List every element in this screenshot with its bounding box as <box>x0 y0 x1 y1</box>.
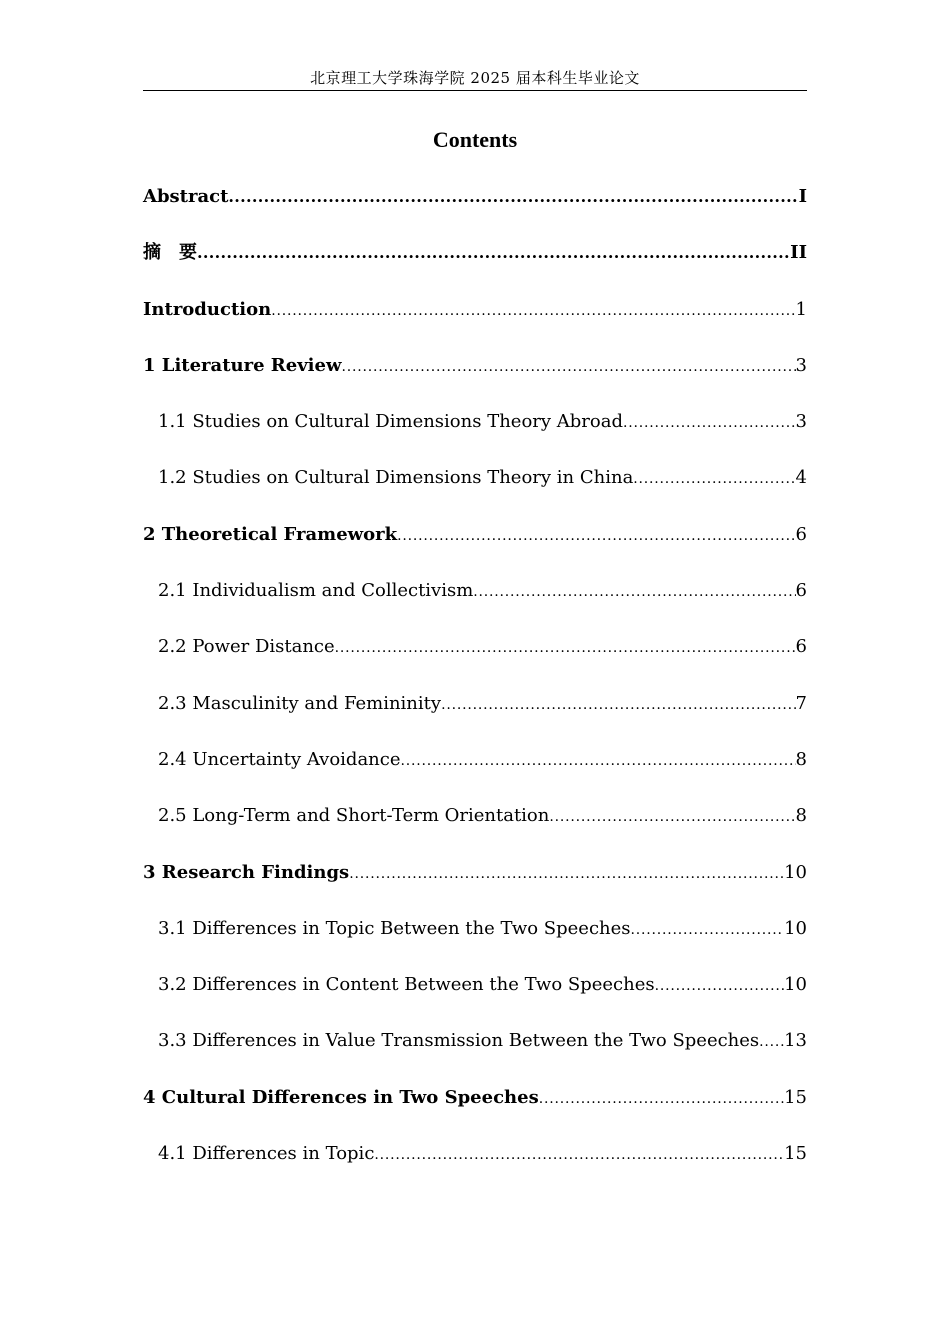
toc-entry-page: 6 <box>795 523 807 545</box>
toc-dot-leader <box>631 913 785 947</box>
page-title: Contents <box>432 127 518 152</box>
toc-entry-page: 6 <box>795 580 807 602</box>
toc-entry-page: 13 <box>784 1030 807 1052</box>
toc-entry-label: 3.1 Differences in Topic Between the Two Speeches <box>158 917 631 939</box>
toc-entry-label: 3.3 Differences in Value Transmission Between the Two Speeches <box>158 1030 760 1052</box>
toc-entry-label: 1.1 Studies on Cultural Dimensions Theory Abroad <box>158 411 623 433</box>
toc-dot-leader <box>401 744 796 778</box>
toc-entry-introduction[interactable] <box>143 293 807 349</box>
toc-entry-label: 2 Theoretical Framework <box>143 523 398 545</box>
header-rule <box>143 90 807 91</box>
toc-dot-leader <box>271 294 795 328</box>
toc-entry-label: 摘 要 <box>143 242 197 264</box>
toc-entry-research-findings[interactable] <box>143 856 807 912</box>
toc-entry-label: 3 Research Findings <box>143 861 350 883</box>
toc-entry-page: 10 <box>784 974 807 996</box>
toc-dot-leader <box>335 631 796 665</box>
toc-entry-label: 1.2 Studies on Cultural Dimensions Theory in China <box>158 467 634 489</box>
toc-entry-label: 2.2 Power Distance <box>158 636 335 658</box>
toc-entry-page: 3 <box>795 354 807 376</box>
toc-dot-leader <box>549 800 795 834</box>
toc-entry-page: 7 <box>795 692 807 714</box>
toc-entry-page: 6 <box>795 636 807 658</box>
toc-entry-page: 10 <box>784 861 807 883</box>
toc-entry-chinese-abstract[interactable] <box>143 236 807 292</box>
toc-entry-page: II <box>790 242 807 264</box>
toc-dot-leader <box>633 462 795 496</box>
toc-entry-label: 3.2 Differences in Content Between the Two Speeches <box>158 974 655 996</box>
toc-entry-page: 10 <box>784 917 807 939</box>
toc-entry-1-1[interactable] <box>143 405 807 461</box>
toc-entry-2-3[interactable] <box>143 687 807 743</box>
toc-entry-label: 2.4 Uncertainty Avoidance <box>158 748 401 770</box>
toc-entry-2-4[interactable] <box>143 743 807 799</box>
running-header: 北京理工大学珠海学院 2025 届本科生毕业论文 <box>310 69 640 87</box>
toc-entry-1-2[interactable] <box>143 461 807 517</box>
toc-entry-page: 1 <box>795 298 807 320</box>
toc-dot-leader <box>623 406 796 440</box>
toc-entry-2-2[interactable] <box>143 630 807 686</box>
toc-entry-cultural-differences[interactable] <box>143 1081 807 1137</box>
toc-entry-3-2[interactable] <box>143 968 807 1024</box>
toc-entry-label: 2.1 Individualism and Collectivism <box>158 580 474 602</box>
toc-entry-page: I <box>798 186 807 207</box>
toc-entry-page: 15 <box>784 1086 807 1108</box>
toc-entry-page: 3 <box>795 411 807 433</box>
toc-dot-leader <box>655 969 784 1003</box>
toc-dot-leader <box>374 1138 784 1172</box>
toc-entry-page: 8 <box>795 805 807 827</box>
toc-entry-4-1[interactable] <box>143 1137 807 1193</box>
table-of-contents <box>143 180 807 1193</box>
toc-dot-leader <box>228 180 798 214</box>
toc-entry-3-3[interactable] <box>143 1024 807 1080</box>
toc-entry-page: 4 <box>795 467 807 489</box>
toc-entry-label: 4.1 Differences in Topic <box>158 1143 375 1165</box>
toc-dot-leader <box>539 1082 784 1116</box>
toc-dot-leader <box>759 1025 784 1059</box>
toc-entry-3-1[interactable] <box>143 912 807 968</box>
toc-dot-leader <box>473 575 795 609</box>
toc-entry-abstract[interactable] <box>143 180 807 236</box>
toc-dot-leader <box>197 236 790 270</box>
toc-dot-leader <box>441 688 795 722</box>
toc-entry-label: 2.5 Long-Term and Short-Term Orientation <box>158 805 550 827</box>
toc-entry-label: 2.3 Masculinity and Femininity <box>158 692 442 714</box>
toc-entry-page: 15 <box>784 1143 807 1165</box>
toc-entry-2-5[interactable] <box>143 799 807 855</box>
toc-dot-leader <box>341 350 795 384</box>
toc-entry-page: 8 <box>795 748 807 770</box>
toc-dot-leader <box>397 519 795 553</box>
toc-entry-label: 1 Literature Review <box>143 354 342 376</box>
toc-entry-label: 4 Cultural Differences in Two Speeches <box>143 1086 539 1108</box>
toc-entry-theoretical-framework[interactable] <box>143 518 807 574</box>
toc-dot-leader <box>349 857 784 891</box>
toc-entry-2-1[interactable] <box>143 574 807 630</box>
toc-entry-label: Abstract <box>143 186 229 207</box>
toc-entry-literature-review[interactable] <box>143 349 807 405</box>
toc-entry-label: Introduction <box>143 298 272 320</box>
